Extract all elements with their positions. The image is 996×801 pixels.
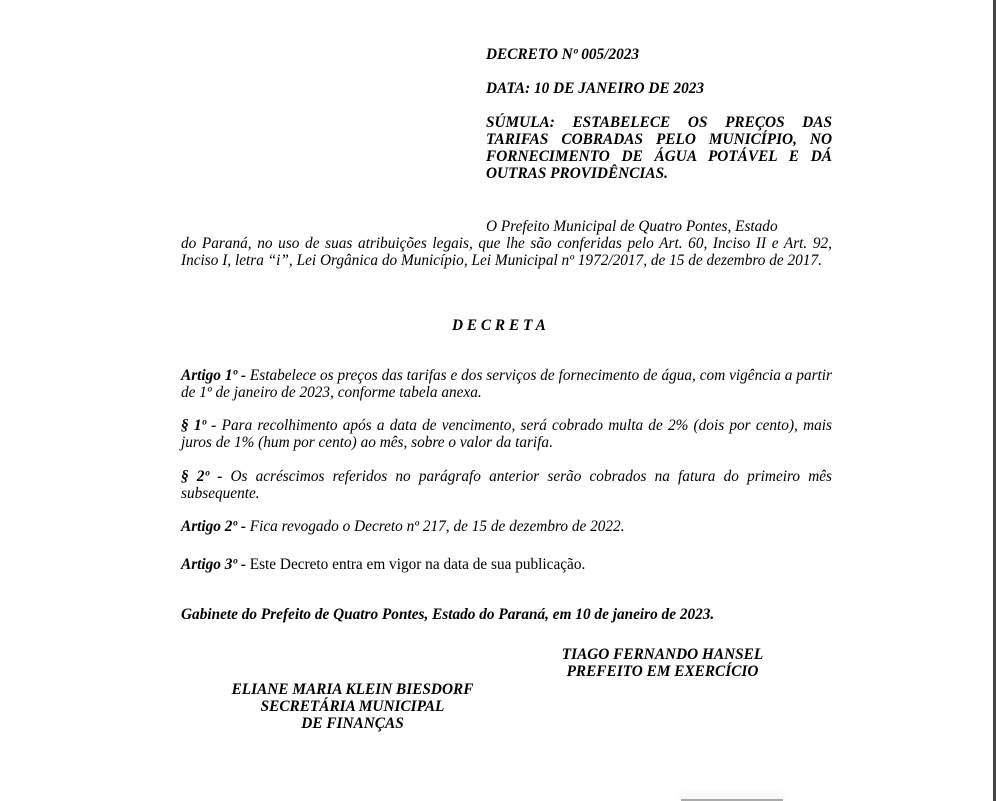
secretary-title-2: DE FINANÇAS <box>301 715 404 732</box>
secretary-title-1: SECRETÁRIA MUNICIPAL <box>260 698 445 715</box>
secretary-name: ELIANE MARIA KLEIN BIESDORF <box>231 681 474 698</box>
paragraph-1 <box>181 417 832 451</box>
article-label: § 2º - <box>181 468 223 485</box>
article-text: Este Decreto entra em vigor na data de sua publicação. <box>245 556 586 573</box>
preamble <box>181 218 832 269</box>
mayor-title: PREFEITO EM EXERCÍCIO <box>566 663 759 680</box>
article-label: Artigo 3º - <box>181 556 246 573</box>
decree-date: DATA: 10 DE JANEIRO DE 2023 <box>486 80 705 97</box>
mayor-signature <box>530 646 795 680</box>
decreta-heading: D E C R E T A <box>452 317 546 334</box>
article-label: Artigo 2º - <box>181 518 246 535</box>
paragraph-2 <box>181 468 832 502</box>
preamble-rest: do Paraná, no uso de suas atribuições legais, que lhe são conferidas pelo Art. 60, Inciso II e Art. 92, Inciso I, letra “i”, Lei Orgânica do Município, Lei Municipal nº 1972/2017, de 15 de dezembro de 2017. <box>181 235 832 269</box>
mayor-name: TIAGO FERNANDO HANSEL <box>561 646 764 663</box>
article-text: Fica revogado o Decreto nº 217, de 15 de dezembro de 2022. <box>245 518 625 535</box>
article-text: Os acréscimos referidos no parágrafo anterior serão cobrados na fatura do primeiro mês subsequente. <box>181 468 832 502</box>
decree-number: DECRETO Nº 005/2023 <box>486 46 640 63</box>
decree-summary: SÚMULA: ESTABELECE OS PREÇOS DAS TARIFAS COBRADAS PELO MUNICÍPIO, NO FORNECIMENTO DE ÁGUA POTÁVEL E DÁ OUTRAS PROVIDÊNCIAS. <box>486 114 832 182</box>
article-2 <box>181 518 832 535</box>
preamble-first-line: O Prefeito Municipal de Quatro Pontes, Estado <box>486 218 778 235</box>
secretary-signature <box>200 681 505 732</box>
article-text: Para recolhimento após a data de vencimento, será cobrado multa de 2% (dois por cento), mais juros de 1% (hum por cento) ao mês, sobre o valor da tarifa. <box>181 417 832 451</box>
article-label: § 1º - <box>181 417 217 434</box>
article-1 <box>181 367 832 401</box>
article-text: Estabelece os preços das tarifas e dos serviços de fornecimento de água, com vigência a partir de 1º de janeiro de 2023, conforme tabela anexa. <box>181 367 833 401</box>
article-label: Artigo 1º - <box>181 367 247 384</box>
closing-line: Gabinete do Prefeito de Quatro Pontes, Estado do Paraná, em 10 de janeiro de 2023. <box>181 606 715 623</box>
article-3 <box>181 556 832 573</box>
